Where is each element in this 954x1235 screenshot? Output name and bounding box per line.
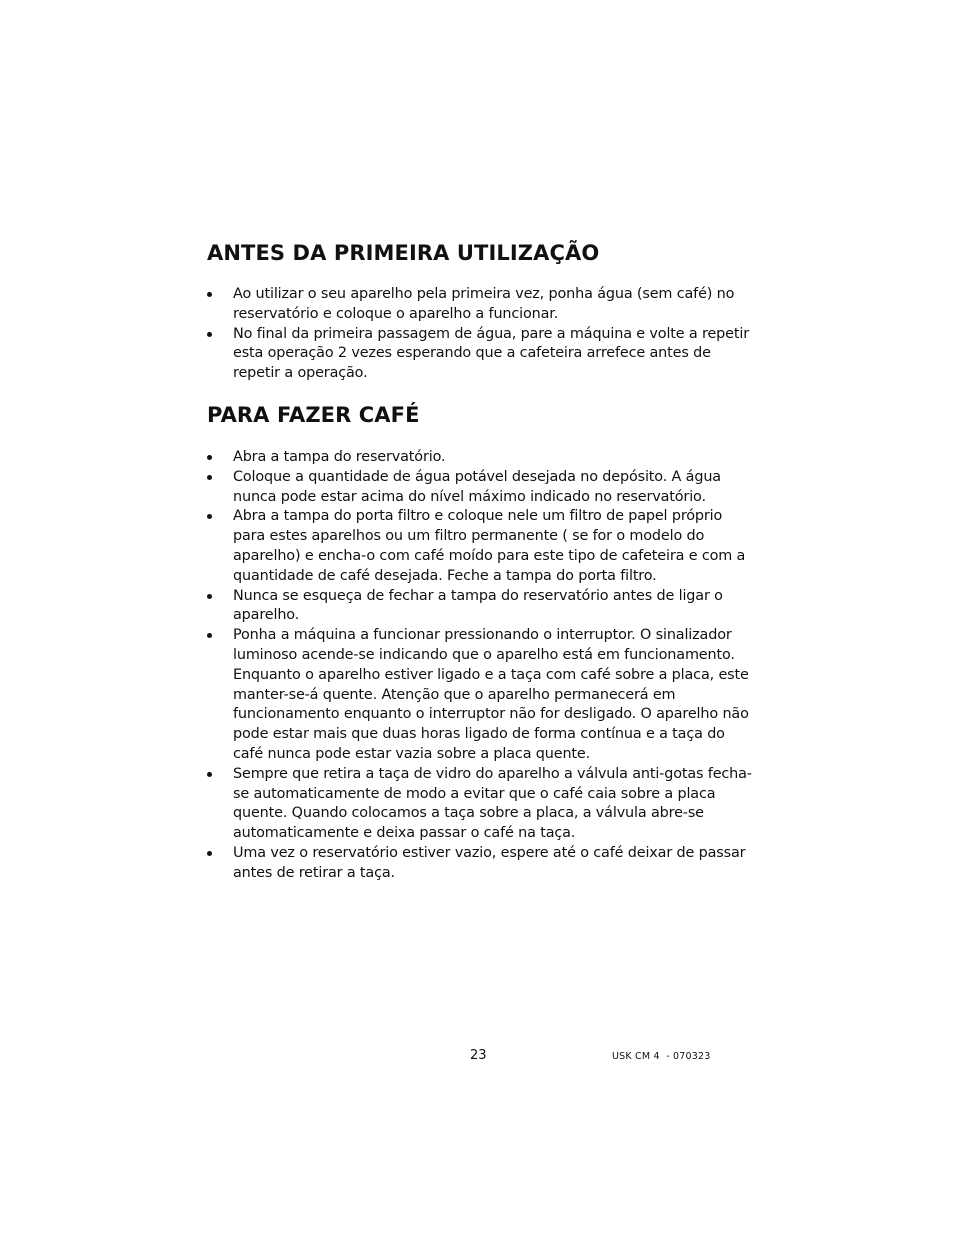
- list-item: [207, 468, 752, 508]
- list-item: [207, 507, 752, 586]
- bullet-icon: [207, 633, 212, 638]
- bullet-icon: [207, 292, 212, 297]
- list-item-text: Sempre que retira a taça de vidro do aparelho a válvula anti-gotas fecha-se automaticamente de modo a evitar que o café caia sobre a placa quente. Quando colocamos a taça sobre a placa, a válvula abre-se automaticamente e deixa passar o café na taça.: [233, 765, 752, 842]
- bullet-icon: [207, 594, 212, 599]
- list-item-text: Ponha a máquina a funcionar pressionando o interruptor. O sinalizador luminoso acende-se indicando que o aparelho está em funcionamento. Enquanto o aparelho estiver ligado e a taça com café sobre a placa, este manter-se-á quente. Atenção que o aparelho permanecerá em funcionamento enquanto o interruptor não for desligado. O aparelho não pode estar mais que duas horas ligado de forma contínua e a taça do café nunca pode estar vazia sobre a placa quente.: [233, 627, 749, 762]
- list-item-text: Abra a tampa do porta filtro e coloque nele um filtro de papel próprio para estes aparelhos ou um filtro permanente ( se for o modelo do aparelho) e encha-o com café moído para este tipo de cafeteira e com a quantidade de café desejada. Feche a tampa do porta filtro.: [233, 508, 746, 584]
- list-item-text: No final da primeira passagem de água, pare a máquina e volte a repetir esta operação 2 vezes esperando que a cafeteira arrefece antes de repetir a operação.: [233, 325, 749, 382]
- list-item: [207, 844, 752, 884]
- list-item: [207, 325, 752, 384]
- list-item-text: Ao utilizar o seu aparelho pela primeira vez, ponha água (sem café) no reservatório e coloque o aparelho a funcionar.: [233, 286, 735, 322]
- section-heading-making-coffee: PARA FAZER CAFÉ: [207, 402, 420, 427]
- bullet-icon: [207, 332, 212, 337]
- page-content: [207, 238, 752, 884]
- list-item-text: Abra a tampa do reservatório.: [233, 448, 446, 465]
- list-item-text: Nunca se esqueça de fechar a tampa do reservatório antes de ligar o aparelho.: [233, 587, 723, 624]
- bullet-icon: [207, 514, 212, 519]
- document-code: USK CM 4 - 070323: [612, 1051, 711, 1062]
- section-heading-before-first-use: ANTES DA PRIMEIRA UTILIZAÇÃO: [207, 241, 600, 265]
- list-item-text: Uma vez o reservatório estiver vazio, espere até o café deixar de passar antes de retirar a taça.: [233, 844, 746, 881]
- bullet-icon: [207, 475, 212, 480]
- bullet-list-making-coffee: [207, 448, 752, 884]
- list-item-text: Coloque a quantidade de água potável desejada no depósito. A água nunca pode estar acima do nível máximo indicado no reservatório.: [233, 468, 721, 505]
- bullet-list-before-first-use: [207, 285, 752, 384]
- list-item: [207, 765, 752, 844]
- list-item: [207, 448, 752, 468]
- list-item: [207, 285, 752, 325]
- bullet-icon: [207, 772, 212, 777]
- bullet-icon: [207, 455, 212, 460]
- list-item: [207, 587, 752, 627]
- bullet-icon: [207, 851, 212, 856]
- list-item: [207, 626, 752, 765]
- page-number: 23: [470, 1048, 487, 1063]
